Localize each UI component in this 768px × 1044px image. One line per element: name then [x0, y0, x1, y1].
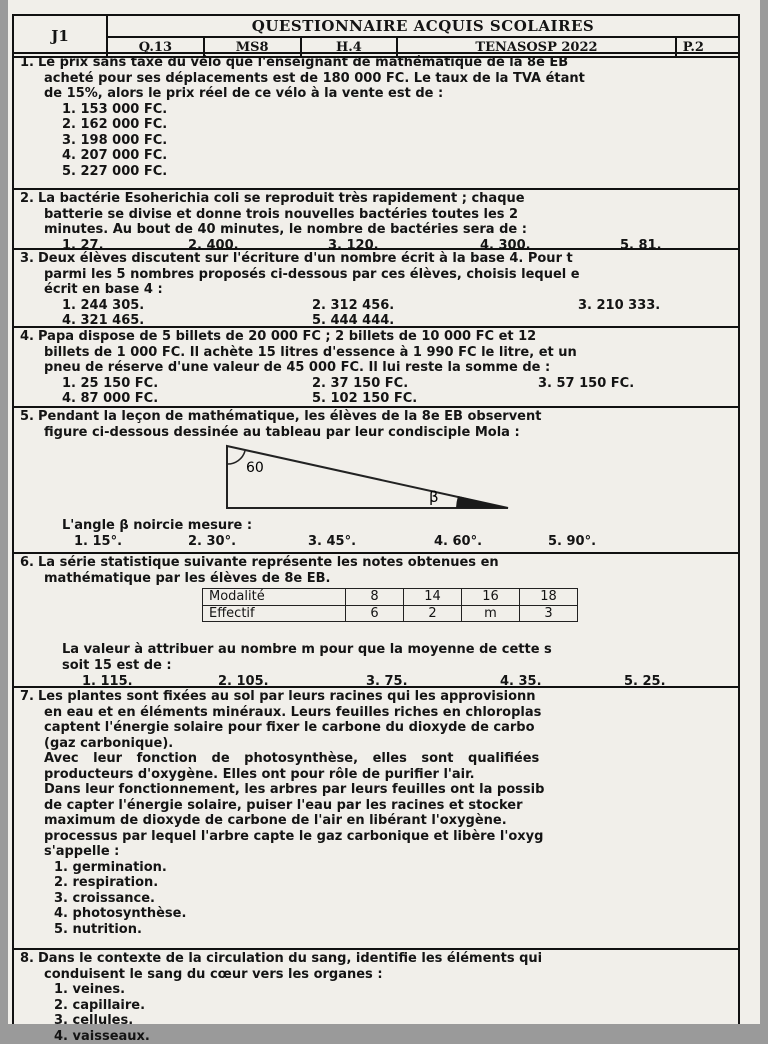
header-title: QUESTIONNAIRE ACQUIS SCOLAIRES — [108, 16, 738, 38]
header-cell-session: TENASOSP 2022 — [398, 38, 676, 56]
statistics-table — [202, 588, 578, 622]
option: 3. 75. — [366, 674, 500, 690]
table-row — [203, 589, 578, 606]
option: 5. nutrition. — [54, 922, 732, 938]
question-4-stem — [20, 329, 732, 376]
option: 3. 57 150 FC. — [538, 376, 634, 392]
option: 1. 244 305. — [38, 298, 312, 314]
question-3-stem — [20, 251, 732, 298]
option: 5. 81. — [620, 238, 662, 254]
question-4 — [14, 326, 738, 408]
option: 4. 87 000 FC. — [38, 391, 312, 407]
exam-sheet — [8, 0, 760, 1024]
question-number: 6. — [20, 555, 38, 571]
beta-label: β — [429, 488, 439, 506]
question-line: minutes. Au bout de 40 minutes, le nombre de bactéries sera de : — [20, 222, 732, 238]
question-line: La série statistique suivante représente les notes obtenues en — [38, 555, 499, 570]
question-5-prompt: L'angle β noircie mesure : — [62, 518, 252, 534]
question-line: maximum de dioxyde de carbone de l'air en libérant l'oxygène. — [20, 813, 732, 829]
question-line: La valeur à attribuer au nombre m pour que la moyenne de cette s — [62, 642, 552, 658]
question-3 — [14, 248, 738, 328]
table-row — [203, 605, 578, 622]
table-cell: 18 — [520, 589, 578, 606]
option: 1. 27. — [38, 238, 188, 254]
question-line: figure ci-dessous dessinée au tableau par leur condisciple Mola : — [20, 425, 732, 441]
question-line: captent l'énergie solaire pour fixer le carbone du dioxyde de carbo — [20, 720, 732, 736]
option: 1. 15°. — [62, 534, 188, 550]
question-1-stem — [20, 55, 732, 102]
question-number: 7. — [20, 689, 38, 705]
question-line: producteurs d'oxygène. Elles ont pour rôle de purifier l'air. — [20, 767, 732, 783]
option: 3. 210 333. — [578, 298, 660, 314]
table-cell: m — [462, 605, 520, 622]
question-2 — [14, 188, 738, 250]
question-8-stem — [20, 951, 732, 982]
option: 4. 207 000 FC. — [62, 148, 732, 164]
option: 1. 25 150 FC. — [38, 376, 312, 392]
question-line: Papa dispose de 5 billets de 20 000 FC ; 2 billets de 10 000 FC et 12 — [38, 329, 536, 344]
option: 1. germination. — [54, 860, 732, 876]
option: 5. 444 444. — [312, 313, 394, 329]
question-line: La bactérie Esoherichia coli se reproduit très rapidement ; chaque — [38, 191, 525, 206]
question-line: Le prix sans taxe du vélo que l'enseignant de mathématique de la 8e EB — [38, 55, 568, 70]
question-line: parmi les 5 nombres proposés ci-dessous par ces élèves, choisis lequel e — [20, 267, 732, 283]
angle-arc — [227, 451, 245, 464]
table-cell: 16 — [462, 589, 520, 606]
option: 3. cellules. — [54, 1013, 732, 1029]
question-line: de capter l'énergie solaire, puiser l'eau par les racines et stocker — [20, 798, 732, 814]
option: 4. photosynthèse. — [54, 906, 732, 922]
question-line: Deux élèves discutent sur l'écriture d'un nombre écrit à la base 4. Pour t — [38, 251, 573, 266]
question-line: s'appelle : — [20, 844, 732, 860]
option: 3. 120. — [328, 238, 480, 254]
question-6 — [14, 552, 738, 688]
option: 3. 198 000 FC. — [62, 133, 732, 149]
option: 3. croissance. — [54, 891, 732, 907]
question-8-options — [54, 982, 732, 1044]
option: 2. capillaire. — [54, 998, 732, 1014]
option: 4. 300. — [480, 238, 620, 254]
table-cell: 3 — [520, 605, 578, 622]
table-cell: Modalité — [203, 589, 346, 606]
header-cell-subject: MS8 — [205, 38, 302, 56]
question-line: batterie se divise et donne trois nouvelles bactéries toutes les 2 — [20, 207, 732, 223]
option: 2. 105. — [218, 674, 366, 690]
question-6-after — [62, 642, 552, 673]
question-number: 1. — [20, 55, 38, 71]
option: 2. 400. — [188, 238, 328, 254]
question-number: 3. — [20, 251, 38, 267]
exam-frame — [12, 14, 740, 1024]
question-8 — [14, 948, 738, 1040]
question-5-stem — [20, 409, 732, 440]
option: 5. 25. — [624, 674, 666, 690]
question-2-stem — [20, 191, 732, 238]
table-cell: 2 — [404, 605, 462, 622]
question-7-options — [54, 860, 732, 938]
option: 4. 35. — [500, 674, 624, 690]
question-line: billets de 1 000 FC. Il achète 15 litres d'essence à 1 990 FC le litre, et un — [20, 345, 732, 361]
option: 4. 321 465. — [38, 313, 312, 329]
option: 5. 227 000 FC. — [62, 164, 732, 180]
question-5 — [14, 406, 738, 554]
option: 3. 45°. — [308, 534, 434, 550]
table-cell: 6 — [346, 605, 404, 622]
option: 2. 30°. — [188, 534, 308, 550]
header-cell-page: P.2 — [677, 38, 738, 56]
option: 2. 162 000 FC. — [62, 117, 732, 133]
question-1 — [14, 52, 738, 190]
option: 2. 312 456. — [312, 298, 578, 314]
question-number: 2. — [20, 191, 38, 207]
question-line: de 15%, alors le prix réel de ce vélo à la vente est de : — [20, 86, 732, 102]
option: 1. 115. — [62, 674, 218, 690]
question-line: soit 15 est de : — [62, 658, 552, 674]
question-number: 4. — [20, 329, 38, 345]
question-7-stem — [20, 689, 732, 860]
question-line: pneu de réserve d'une valeur de 45 000 FC. Il lui reste la somme de : — [20, 360, 732, 376]
question-line: écrit en base 4 : — [20, 282, 732, 298]
option: 1. 153 000 FC. — [62, 102, 732, 118]
question-line: (gaz carbonique). — [20, 736, 732, 752]
table-cell: 14 — [404, 589, 462, 606]
question-line: processus par lequel l'arbre capte le gaz carbonique et libère l'oxyg — [20, 829, 732, 845]
question-line: Avec leur fonction de photosynthèse, elles sont qualifiées — [20, 751, 732, 767]
beta-angle-shaded — [456, 496, 508, 508]
question-line: en eau et en éléments minéraux. Leurs feuilles riches en chloroplas — [20, 705, 732, 721]
question-line: Pendant la leçon de mathématique, les élèves de la 8e EB observent — [38, 409, 541, 424]
option: 4. vaisseaux. — [54, 1029, 732, 1044]
header-cell-question: Q.13 — [108, 38, 205, 56]
option: 4. 60°. — [434, 534, 548, 550]
question-number: 8. — [20, 951, 38, 967]
triangle-figure — [224, 440, 514, 512]
question-4-options — [38, 376, 732, 407]
option: 2. respiration. — [54, 875, 732, 891]
option: 2. 37 150 FC. — [312, 376, 538, 392]
option: 5. 90°. — [548, 534, 596, 550]
question-5-options — [62, 534, 596, 550]
question-line: Dans le contexte de la circulation du sang, identifie les éléments qui — [38, 951, 542, 966]
header-cell-hour: H.4 — [302, 38, 399, 56]
angle-label: 60 — [246, 460, 264, 476]
question-number: 5. — [20, 409, 38, 425]
question-line: acheté pour ses déplacements est de 180 000 FC. Le taux de la TVA étant — [20, 71, 732, 87]
option: 5. 102 150 FC. — [312, 391, 417, 407]
question-line: Dans leur fonctionnement, les arbres par leurs feuilles ont la possib — [20, 782, 732, 798]
question-line: Les plantes sont fixées au sol par leurs racines qui les approvisionn — [38, 689, 536, 704]
option: 1. veines. — [54, 982, 732, 998]
question-7 — [14, 686, 738, 950]
table-cell: Effectif — [203, 605, 346, 622]
question-1-options — [62, 102, 732, 180]
question-6-stem — [20, 555, 732, 586]
question-line: conduisent le sang du cœur vers les organes : — [20, 967, 732, 983]
table-cell: 8 — [346, 589, 404, 606]
header-code: J1 — [14, 16, 108, 56]
question-line: mathématique par les élèves de 8e EB. — [20, 571, 732, 587]
question-3-options — [38, 298, 732, 329]
